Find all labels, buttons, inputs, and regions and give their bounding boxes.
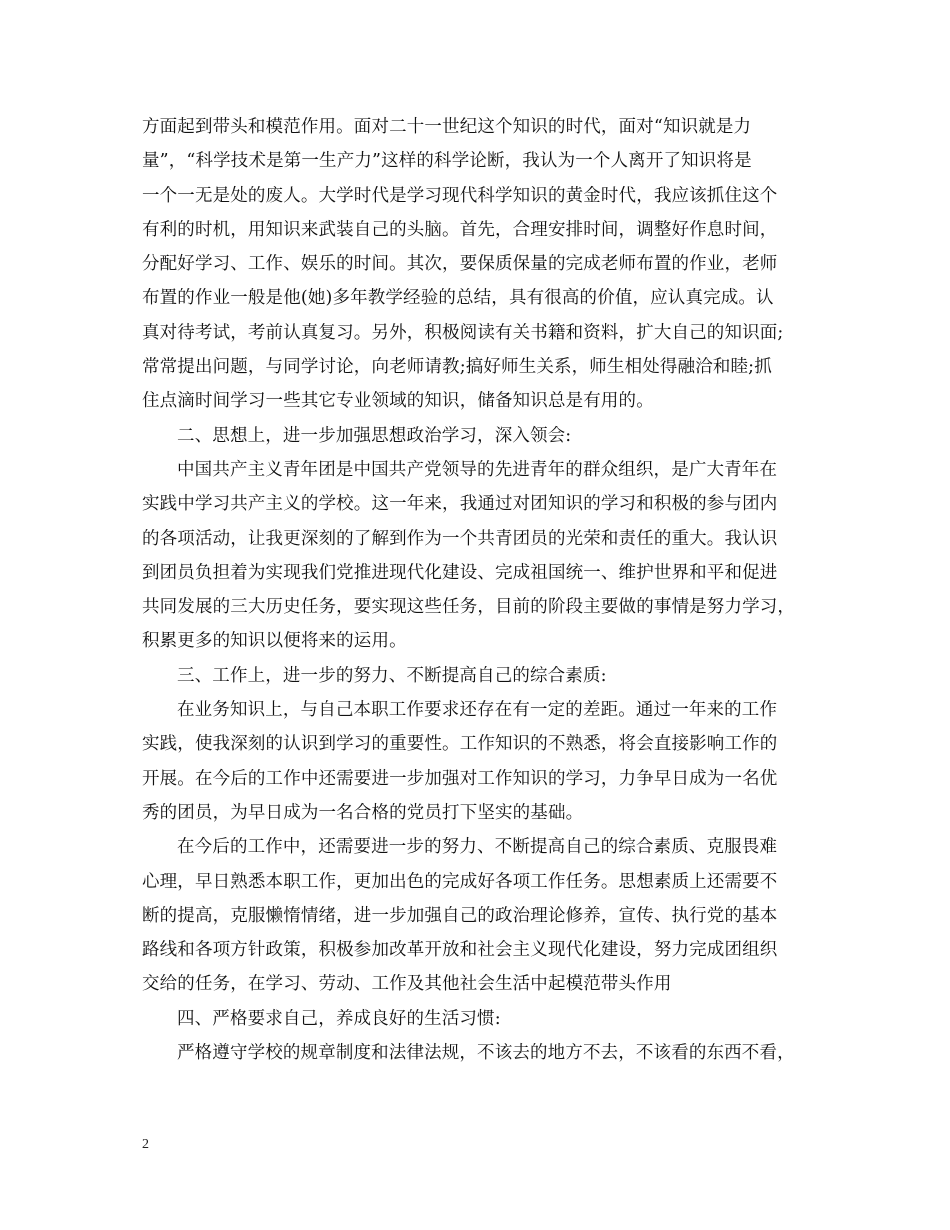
text-line: 开展。在今后的工作中还需要进一步加强对工作知识的学习，力争早日成为一名优 bbox=[142, 768, 778, 789]
text-line: 到团员负担着为实现我们党推进现代化建设、完成祖国统一、维护世界和平和促进 bbox=[142, 562, 778, 583]
text-line: 断的提高，克服懒惰情绪，进一步加强自己的政治理论修养，宣传、执行党的基本 bbox=[142, 905, 778, 926]
text-line: 的各项活动，让我更深刻的了解到作为一个共青团员的光荣和责任的重大。我认识 bbox=[142, 528, 778, 549]
text-line: 中国共产主义青年团是中国共产党领导的先进青年的群众组织，是广大青年在 bbox=[177, 459, 778, 480]
text-line: 交给的任务，在学习、劳动、工作及其他社会生活中起模范带头作用 bbox=[142, 974, 672, 995]
text-line: 路线和各项方针政策，积极参加改革开放和社会主义现代化建设，努力完成团组织 bbox=[142, 940, 778, 961]
text-line: 方面起到带头和模范作用。面对二十一世纪这个知识的时代，面对“知识就是力 bbox=[142, 117, 752, 137]
text-line: 秀的团员，为早日成为一名合格的党员打下坚实的基础。 bbox=[142, 802, 584, 823]
text-line: 一个一无是处的废人。大学时代是学习现代科学知识的黄金时代，我应该抓住这个 bbox=[142, 185, 778, 206]
text-line: 心理，早日熟悉本职工作，更加出色的完成好各项工作任务。思想素质上还需要不 bbox=[142, 871, 778, 892]
page-number: 2 bbox=[142, 1137, 149, 1152]
text-line: 积累更多的知识以便将来的运用。 bbox=[142, 631, 407, 652]
text-line: 四、严格要求自己，养成良好的生活习惯: bbox=[177, 1008, 501, 1029]
text-line: 严格遵守学校的规章制度和法律法规，不该去的地方不去，不该看的东西不看， bbox=[177, 1043, 795, 1064]
text-line: 在业务知识上，与自己本职工作要求还存在有一定的差距。通过一年来的工作 bbox=[177, 700, 778, 721]
text-line: 常常提出问题，与同学讨论，向老师请教;搞好师生关系，师生相处得融洽和睦;抓 bbox=[142, 357, 772, 378]
text-line: 在今后的工作中，还需要进一步的努力、不断提高自己的综合素质、克服畏难 bbox=[177, 837, 778, 858]
document-body bbox=[142, 110, 822, 1070]
text-line: 共同发展的三大历史任务，要实现这些任务，目前的阶段主要做的事情是努力学习， bbox=[142, 597, 796, 618]
text-line: 真对待考试，考前认真复习。另外，积极阅读有关书籍和资料，扩大自己的知识面; bbox=[142, 322, 784, 343]
text-line: 实践，使我深刻的认识到学习的重要性。工作知识的不熟悉，将会直接影响工作的 bbox=[142, 734, 778, 755]
text-line: 布置的作业一般是他(她)多年教学经验的总结，具有很高的价值，应认真完成。认 bbox=[142, 288, 774, 309]
text-line: 量”，“科学技术是第一生产力”这样的科学论断，我认为一个人离开了知识将是 bbox=[142, 151, 752, 172]
text-line: 分配好学习、工作、娱乐的时间。其次，要保质保量的完成老师布置的作业，老师 bbox=[142, 254, 778, 275]
text-line: 二、思想上，进一步加强思想政治学习，深入领会: bbox=[177, 425, 572, 446]
text-line: 有利的时机，用知识来武装自己的头脑。首先，合理安排时间，调整好作息时间， bbox=[142, 219, 778, 240]
text-line: 住点滴时间学习一些其它专业领域的知识，储备知识总是有用的。 bbox=[142, 391, 654, 412]
text-line: 实践中学习共产主义的学校。这一年来，我通过对团知识的学习和积极的参与团内 bbox=[142, 494, 778, 515]
text-line: 三、工作上，进一步的努力、不断提高自己的综合素质: bbox=[177, 665, 607, 686]
